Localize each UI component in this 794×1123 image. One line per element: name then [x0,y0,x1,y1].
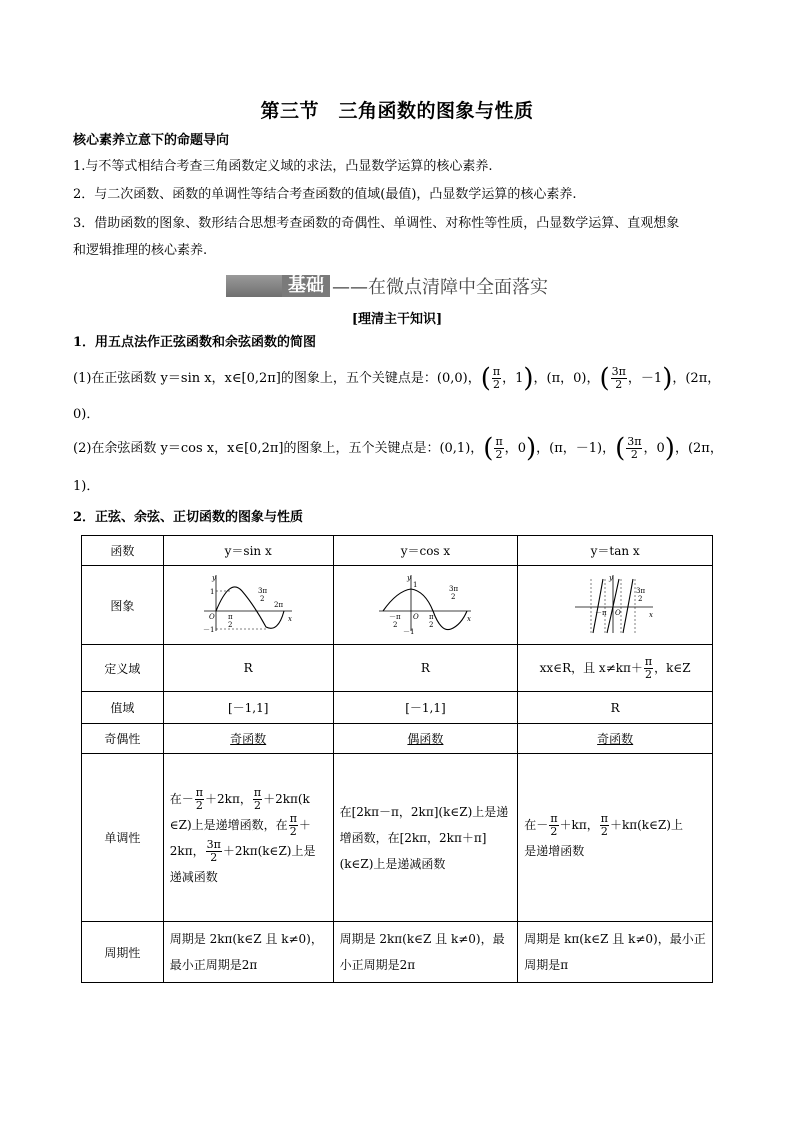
table-row [82,566,713,645]
svg-text:－1: －1 [403,627,415,636]
core-heading: 核心素养立意下的命题导向 [73,133,230,148]
cell: R [518,692,713,724]
svg-text:2: 2 [638,594,643,603]
svg-text:2: 2 [260,594,265,603]
row-label: 奇偶性 [82,724,164,754]
banner-bar [226,275,282,297]
fraction: $\frac{3\pi}{2}$ [611,365,626,391]
svg-text:x: x [649,610,654,619]
cell: 奇函数 [163,724,333,754]
svg-text:2: 2 [451,592,456,601]
row-label: 周期性 [82,922,164,983]
header-cell: y＝sin x [163,536,333,566]
cell: 周期是 2kπ(k∈Z 且 k≠0)，最小正周期是2π [333,922,518,983]
tan-graph-cell [518,566,713,645]
table-row [82,922,713,983]
svg-text:－π: －π [595,608,607,617]
header-cell: 函数 [82,536,164,566]
cos-mono-cell: 在[2kπ－π，2kπ](k∈Z)上是递增函数，在[2kπ，2kπ＋π](k∈Z)上是递减函数 [333,754,518,922]
svg-text:3π: 3π [449,584,459,593]
sin-mono-cell: 在－ $\frac{\pi}{2}$ ＋2kπ， $\frac{\pi}{2}$ ＋2kπ(k ∈Z)上是递增函数，在 $\frac{\pi}{2}$ ＋ 2kπ， $\frac{3\pi}{2}$ ＋2kπ(k∈Z)上是 递减函数 [163,754,333,922]
header-cell: y＝tan x [518,536,713,566]
tan-graph [573,571,657,637]
row-label: 定义域 [82,645,164,692]
svg-text:2: 2 [393,620,398,629]
core-item-2: 2．与二次函数、函数的单调性等结合考查函数的值域(最值)，凸显数学运算的核心素养. [73,187,577,202]
cos-key-points-cont: 1)． [73,479,100,494]
svg-text:π: π [228,612,233,621]
svg-text:3π: 3π [636,586,646,595]
table-row [82,536,713,566]
tan-domain-cell: xx∈R，且 x≠kπ＋ $\frac{\pi}{2}$ ，k∈Z [518,645,713,692]
svg-text:y: y [407,573,412,582]
cell: 奇函数 [518,724,713,754]
svg-text:x: x [467,614,472,623]
table-row [82,645,713,692]
tan-mono-cell: 在－ $\frac{\pi}{2}$ ＋kπ， $\frac{\pi}{2}$ ＋kπ(k∈Z)上 是递增函数 [518,754,713,922]
svg-text:－π: －π [389,612,402,621]
sin-graph-cell [163,566,333,645]
row-label: 单调性 [82,754,164,922]
header-cell: y＝cos x [333,536,518,566]
banner-label: 基础 [282,275,330,297]
fraction: $\frac{\pi}{2}$ [644,654,653,681]
section-label: [理清主干知识] [351,312,443,327]
cos-lead: (2)在余弦函数 y＝cos x，x∈[0,2π]的图象上，五个关键点是：(0,1)， [73,441,484,456]
cos-graph [375,571,475,637]
svg-text:x: x [288,614,293,623]
row-label: 值域 [82,692,164,724]
sin-key-points-cont: 0)． [73,407,100,422]
svg-text:π: π [429,612,435,621]
cell: 周期是 kπ(k∈Z 且 k≠0)，最小正周期是π [518,922,713,983]
svg-text:O: O [209,612,215,621]
sin-lead: (1)在正弦函数 y＝sin x，x∈[0,2π]的图象上，五个关键点是：(0,0)， [73,371,481,386]
five-point-heading: 1．用五点法作正弦函数和余弦函数的简图 [73,335,317,350]
svg-text:1: 1 [210,587,215,596]
page-title: 第三节 三角函数的图象与性质 [260,100,534,122]
table-row [82,754,713,922]
cell: 周期是 2kπ(k∈Z 且 k≠0)，最小正周期是2π [163,922,333,983]
fraction: $\frac{\pi}{2}$ [492,365,501,391]
cell: [－1,1] [333,692,518,724]
svg-text:2: 2 [228,620,233,629]
cell: 偶函数 [333,724,518,754]
sin-key-points: (1)在正弦函数 y＝sin x，x∈[0,2π]的图象上，五个关键点是：(0,0)，( $\frac{\pi}{2}$ ，1)，(π，0)，( $\frac{3\pi}{2}$ ，－1)，(2π， [73,363,721,394]
table-row [82,724,713,754]
fraction: $\frac{\pi}{2}$ [495,435,503,461]
core-item-1: 1.与不等式相结合考查三角函数定义域的求法，凸显数学运算的核心素养. [73,159,493,174]
cell: R [333,645,518,692]
cell: R [163,645,333,692]
cos-key-points: (2)在余弦函数 y＝cos x，x∈[0,2π]的图象上，五个关键点是：(0,1)，( $\frac{\pi}{2}$ ，0)，(π，－1)，( $\frac{3\pi}{2}$ ，0)，(2π， [73,433,723,464]
sin-graph [200,571,296,637]
banner-subtitle: ——在微点清障中全面落实 [332,277,548,298]
properties-table [81,535,713,983]
cell: [－1,1] [163,692,333,724]
table-row [82,692,713,724]
cos-graph-cell [333,566,518,645]
svg-text:3π: 3π [258,586,268,595]
core-item-3-cont: 和逻辑推理的核心素养. [73,243,208,258]
table-heading: 2．正弦、余弦、正切函数的图象与性质 [73,510,304,525]
section-banner [226,273,548,299]
core-item-3: 3．借助函数的图象、数形结合思想考查函数的奇偶性、单调性、对称性等性质，凸显数学运算、直观想象 [73,216,680,231]
fraction: $\frac{3\pi}{2}$ [627,435,642,461]
svg-text:O: O [413,612,420,621]
svg-text:y: y [609,573,614,582]
svg-text:y: y [212,573,217,582]
row-label: 图象 [82,566,164,645]
svg-text:2π: 2π [274,600,284,609]
svg-text:O: O [615,608,621,617]
svg-text:－1: －1 [203,625,215,634]
svg-text:2: 2 [429,620,434,629]
svg-text:1: 1 [413,580,418,589]
